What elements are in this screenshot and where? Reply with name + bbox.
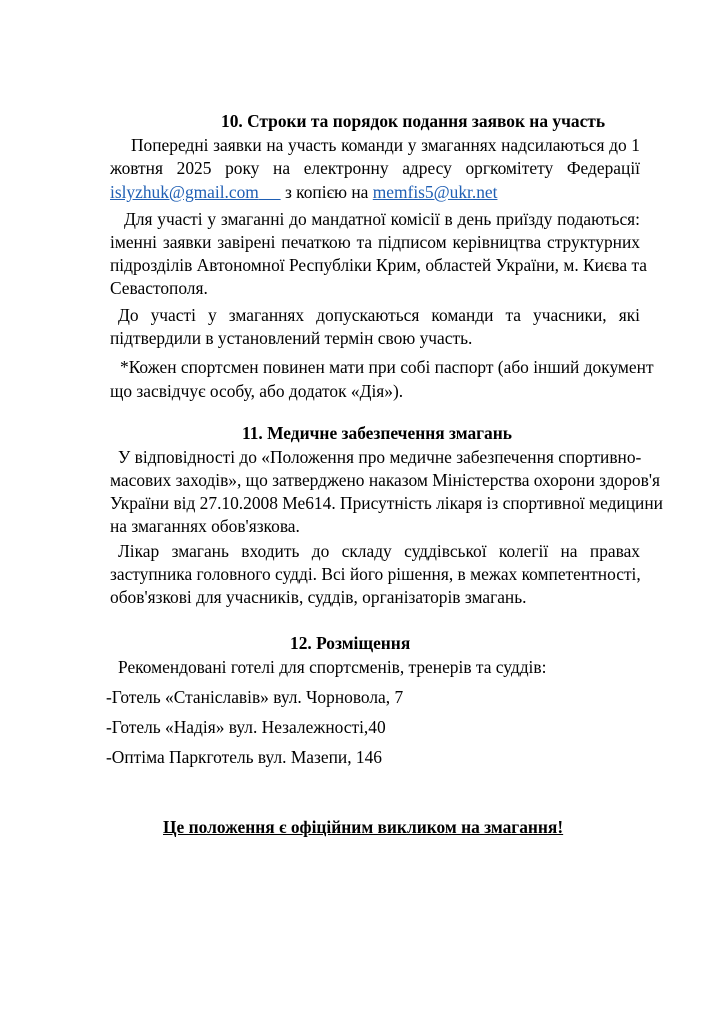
section-10-p2-line-4: Севастополя.: [110, 278, 208, 298]
section-10-p2-line-1: Для участі у змаганні до мандатної комісії в день приїзду подаються:: [124, 209, 640, 229]
email-link-islyzhuk[interactable]: islyzhuk@gmail.com: [110, 182, 259, 202]
section-11-heading: 11. Медичне забезпечення змагань: [242, 423, 512, 443]
email-link-spacer: [259, 182, 281, 202]
section-10-p1-line-3: [110, 181, 640, 203]
section-10-p2-line-3: підрозділів Автономної Республіки Крим, областей України, м. Києва та: [110, 255, 647, 275]
section-11-p1-line-3: України від 27.10.2008 Ме614. Присутність лікаря із спортивної медицини: [110, 493, 663, 513]
email-link-memfis5[interactable]: memfis5@ukr.net: [372, 182, 498, 202]
closing-statement: Це положення є офіційним викликом на змагання!: [163, 817, 564, 837]
section-11-p1-line-1: У відповідності до «Положення про медичне забезпечення спортивно-: [118, 447, 642, 467]
section-12-heading: 12. Розміщення: [290, 633, 411, 653]
copy-text: з копією на: [284, 182, 369, 202]
section-11-p1-line-4: на змаганнях обов'язкова.: [110, 516, 300, 536]
section-11-p2-line-1: Лікар змагань входить до складу суддівської колегії на правах: [118, 541, 640, 561]
hotel-item-3: -Оптіма Паркготель вул. Мазепи, 146: [106, 747, 382, 767]
section-10-p3-line-1: До участі у змаганнях допускаються команди та учасники, які: [118, 305, 640, 325]
section-10-p4-line-1: *Кожен спортсмен повинен мати при собі паспорт (або інший документ: [120, 357, 654, 377]
hotel-item-2: -Готель «Надія» вул. Незалежності,40: [106, 717, 386, 737]
section-11-p2-line-2: заступника головного судді. Всі його рішення, в межах компетентності,: [110, 564, 641, 584]
section-10-p3-line-2: підтвердили в установлений термін свою участь.: [110, 328, 473, 348]
section-11-p1-line-2: масових заходів», що затверджено наказом Міністерства охорони здоров'я: [110, 470, 660, 490]
section-10-p4-line-2: що засвідчує особу, або додаток «Дія»).: [110, 381, 404, 401]
section-11-p2-line-3: обов'язкові для учасників, суддів, організаторів змагань.: [110, 587, 527, 607]
section-10-p1-line-1: Попередні заявки на участь команди у змаганнях надсилаються до 1: [131, 135, 640, 155]
section-10-p1-line-2: жовтня 2025 року на електронну адресу оргкомітету Федерації: [110, 158, 640, 178]
hotel-item-1: -Готель «Станіславів» вул. Чорновола, 7: [106, 687, 404, 707]
section-10-heading: 10. Строки та порядок подання заявок на участь: [221, 111, 606, 131]
section-12-intro: Рекомендовані готелі для спортсменів, тренерів та суддів:: [118, 657, 547, 677]
section-10-p2-line-2: іменні заявки завірені печаткою та підписом керівництва структурних: [110, 232, 640, 252]
